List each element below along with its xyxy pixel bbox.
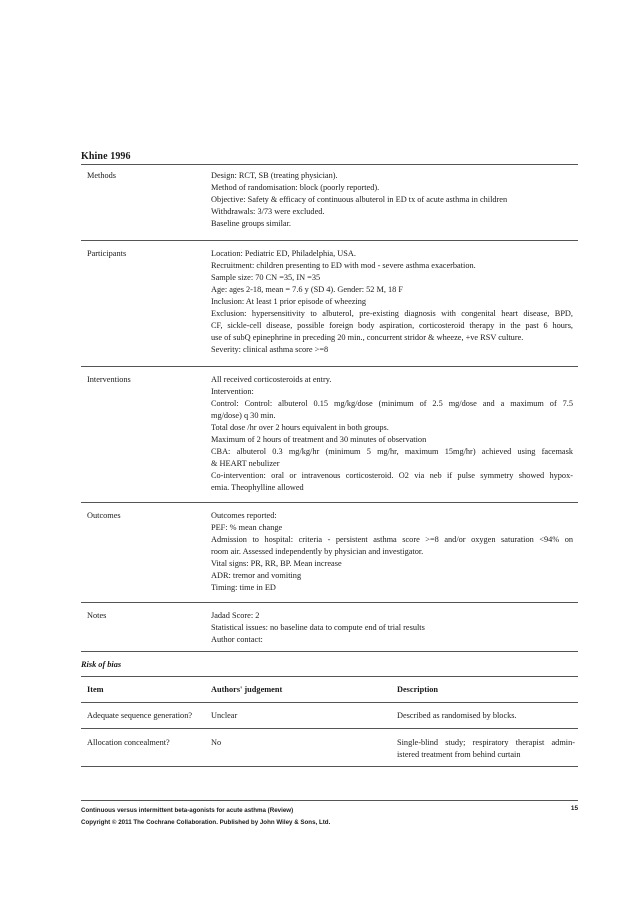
content-line: Location: Pediatric ED, Philadelphia, USA. [211,249,356,258]
content-line: Jadad Score: 2 [211,611,260,620]
table-row-description [397,737,575,761]
content-line: ADR: tremor and vomiting [211,571,302,580]
content-line: Withdrawals: 3/73 were excluded. [211,207,325,216]
study-title: Khine 1996 [81,151,131,162]
row-divider [81,728,578,729]
content-line: emia. Theophylline allowed [211,483,304,492]
risk-of-bias-title: Risk of bias [81,660,122,669]
row-divider [81,366,578,367]
row-label: Methods [87,171,117,180]
row-content [211,248,573,356]
characteristics-row-notes [81,606,578,646]
row-divider [81,602,578,603]
column-header-item: Item [87,685,104,694]
characteristics-row-methods [81,166,578,238]
content-line: Severity: clinical asthma score >=8 [211,345,329,354]
row-divider [81,651,578,652]
content-line: Maximum of 2 hours of treatment and 30 minutes of observation [211,435,427,444]
content-line: Baseline groups similar. [211,219,291,228]
description-line: istered treatment from behind curtain [397,750,521,759]
characteristics-row-interventions [81,370,578,500]
row-divider [81,240,578,241]
table-bottom-rule [81,766,578,767]
table-row-item: Adequate sequence generation? [87,711,193,720]
content-line: Design: RCT, SB (treating physician). [211,171,338,180]
column-header-description: Description [397,685,439,694]
section-rule [81,676,578,677]
footer-citation [81,805,330,829]
content-line: Age: ages 2-18, mean = 7.6 y (SD 4). Gender: 52 M, 18 F [211,285,404,294]
content-line: use of subQ epinephrine in preceding 20 min., concurrent stridor & wheeze, +ve RSV culture. [211,333,524,342]
content-line: Author contact: [211,635,263,644]
footer-copyright: Copyright © 2011 The Cochrane Collaboration. Published by John Wiley & Sons, Ltd. [81,819,331,826]
content-line: Timing: time in ED [211,583,276,592]
content-line: Statistical issues: no baseline data to compute end of trial results [211,623,425,632]
content-line: Total dose /hr over 2 hours equivalent in both groups. [211,423,389,432]
content-line: PEF: % mean change [211,523,283,532]
row-content [211,170,573,230]
row-content [211,510,573,594]
row-label: Notes [87,611,107,620]
row-label: Interventions [87,375,131,384]
content-line: Objective: Safety & efficacy of continuous albuterol in ED tx of acute asthma in children [211,195,508,204]
characteristics-row-participants [81,244,578,364]
column-header-judgement: Authors' judgement [211,685,283,694]
header-rule [81,702,578,703]
row-label: Participants [87,249,127,258]
row-divider [81,502,578,503]
footer-rule [81,800,578,801]
footer-review-title: Continuous versus intermittent beta-agonists for acute asthma (Review) [81,807,294,814]
content-line: Inclusion: At least 1 prior episode of wheezing [211,297,367,306]
title-rule [81,164,578,165]
content-line: room air. Assessed independently by physician and investigator. [211,547,424,556]
content-line: Control: Control: albuterol 0.15 mg/kg/dose (minimum of 2.5 mg/dose and a maximum of 7.5 [211,399,573,408]
content-line: Sample size: 70 CN =35, IN =35 [211,273,321,282]
content-line: Recruitment: children presenting to ED with mod - severe asthma exacerbation. [211,261,476,270]
content-line: & HEART nebulizer [211,459,280,468]
characteristics-row-outcomes [81,506,578,598]
content-line: All received corticosteroids at entry. [211,375,332,384]
content-line: Exclusion: hypersensitivity to albuterol, pre-existing diagnosis with congenital heart disease, BPD, [211,309,573,318]
content-line: Vital signs: PR, RR, BP. Mean increase [211,559,342,568]
content-line: Admission to hospital: criteria - persistent asthma score >=8 and/or oxygen saturation <94% on [211,535,573,544]
content-line: Co-intervention: oral or intravenous corticosteroid. O2 via neb if pulse symmetry showed hypox- [211,471,573,480]
content-line: Outcomes reported: [211,511,277,520]
description-line: Single-blind study; respiratory therapist admin- [397,738,575,747]
content-line: CF, sickle-cell disease, possible foreign body aspiration, corticosteroid therapy in the past 6 hours, [211,321,573,330]
table-row-description: Described as randomised by blocks. [397,711,517,720]
row-content [211,610,573,646]
content-line: mg/dose) q 30 min. [211,411,276,420]
page-number: 15 [570,805,578,812]
content-line: Method of randomisation: block (poorly reported). [211,183,380,192]
table-row-judgement: Unclear [211,711,238,720]
content-line: CBA: albuterol 0.3 mg/kg/hr (minimum 5 mg/hr, maximum 15mg/hr) achieved using facemask [211,447,573,456]
row-content [211,374,573,494]
table-row-item: Allocation concealment? [87,738,170,747]
content-line: Intervention: [211,387,254,396]
table-row-judgement: No [211,738,222,747]
row-label: Outcomes [87,511,121,520]
